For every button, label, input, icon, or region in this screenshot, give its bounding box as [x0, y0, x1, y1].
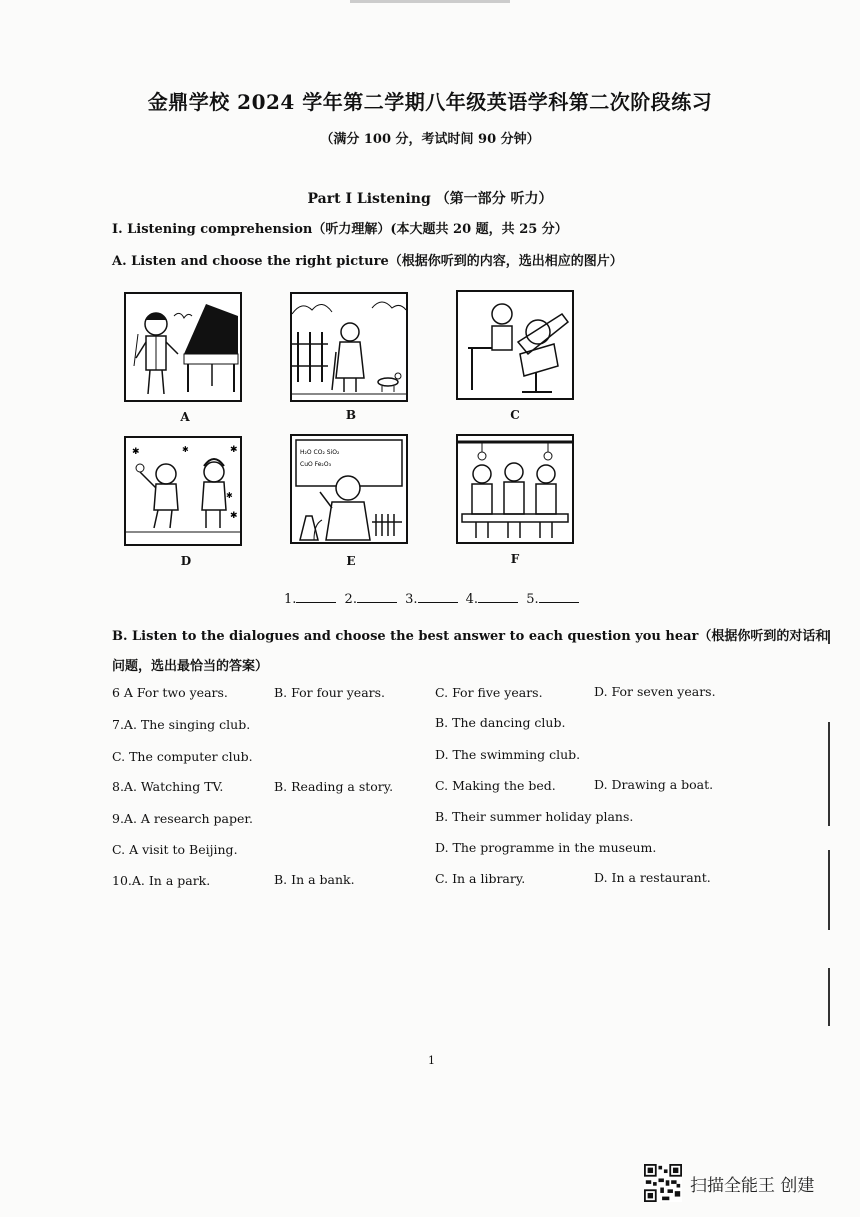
- picture-c: [456, 290, 574, 400]
- q9-option-d: D. The programme in the museum.: [435, 840, 657, 855]
- picture-e: [290, 434, 408, 544]
- scan-margin-mark: [828, 850, 830, 930]
- answer-blank-2[interactable]: [357, 602, 397, 603]
- picture-f: [456, 434, 574, 544]
- conductor-piano-icon: [126, 294, 240, 400]
- blank-label-3: 3.: [405, 592, 418, 607]
- svg-text:✱: ✱: [230, 445, 238, 455]
- scan-margin-mark: [828, 968, 830, 1026]
- picture-b: [290, 292, 408, 402]
- blank-label-4: 4.: [465, 592, 479, 607]
- section-i-heading: I. Listening comprehension（听力理解）(本大题共 20 题，共 25 分）: [112, 222, 568, 237]
- part-heading: Part I Listening （第一部分 听力）: [307, 191, 553, 207]
- page-number: 1: [428, 1054, 435, 1067]
- blank-label-2: 2.: [344, 592, 357, 607]
- picture-b-label: B: [345, 408, 357, 422]
- svg-text:✱: ✱: [226, 491, 233, 500]
- q7-option-a: 7.A. The singing club.: [112, 717, 251, 732]
- q8-option-c: C. Making the bed.: [435, 778, 556, 793]
- q6-option-a: 6 A For two years.: [112, 685, 228, 700]
- q10-option-b: B. In a bank.: [274, 872, 355, 887]
- q9-option-c: C. A visit to Beijing.: [112, 842, 238, 857]
- board-formula-row-2: CuO Fe₂O₃: [300, 461, 331, 468]
- subway-passengers-icon: [458, 436, 572, 542]
- dentist-icon: [458, 292, 572, 398]
- qr-code-icon: [644, 1164, 682, 1202]
- blank-label-1: 1.: [284, 592, 297, 607]
- section-a-heading: A. Listen and choose the right picture（根据你听到的内容，选出相应的图片）: [112, 254, 623, 269]
- scan-margin-mark: [828, 630, 830, 644]
- picture-e-label: E: [346, 554, 356, 568]
- svg-text:✱: ✱: [182, 445, 189, 454]
- svg-text:✱: ✱: [230, 511, 238, 521]
- scanner-watermark: [644, 1164, 814, 1202]
- q7-option-d: D. The swimming club.: [435, 747, 581, 762]
- q7-option-b: B. The dancing club.: [435, 715, 566, 730]
- watermark-text: 扫描全能王 创建: [690, 1175, 815, 1196]
- picture-d: [124, 436, 242, 546]
- q10-option-c: C. In a library.: [435, 871, 526, 886]
- exam-title: 金鼎学校 2024 学年第二学期八年级英语学科第二次阶段练习: [147, 90, 713, 114]
- section-b-heading: B. Listen to the dialogues and choose the best answer to each question you hear（根据你听到的对话和问题，选出最恰当的答案）: [112, 629, 829, 674]
- chemistry-teacher-icon: [292, 436, 406, 542]
- q10-option-d: D. In a restaurant.: [594, 870, 711, 885]
- board-formula-row-1: H₂O CO₂ SiO₂: [300, 449, 340, 456]
- q8-option-b: B. Reading a story.: [274, 779, 394, 794]
- answer-blank-1[interactable]: [296, 602, 336, 603]
- scan-edge-mark: [350, 0, 510, 3]
- answer-blanks: [284, 592, 583, 607]
- picture-a-label: A: [180, 410, 190, 424]
- q7-option-c: C. The computer club.: [112, 749, 253, 764]
- q9-option-a: 9.A. A research paper.: [112, 811, 253, 826]
- q6-option-b: B. For four years.: [274, 685, 386, 700]
- answer-blank-5[interactable]: [539, 602, 579, 603]
- q6-option-d: D. For seven years.: [594, 684, 716, 699]
- picture-d-label: D: [180, 554, 192, 568]
- q8-option-a: 8.A. Watching TV.: [112, 779, 224, 794]
- picture-a: [124, 292, 242, 402]
- picture-c-label: C: [510, 408, 520, 422]
- old-woman-dog-icon: [292, 294, 406, 400]
- exam-subtitle: （满分 100 分，考试时间 90 分钟）: [320, 132, 540, 147]
- answer-blank-3[interactable]: [418, 602, 458, 603]
- svg-text:✱: ✱: [132, 447, 140, 457]
- blank-label-5: 5.: [526, 592, 539, 607]
- q8-option-d: D. Drawing a boat.: [594, 777, 714, 792]
- answer-blank-4[interactable]: [478, 602, 518, 603]
- q9-option-b: B. Their summer holiday plans.: [435, 809, 634, 824]
- q6-option-c: C. For five years.: [435, 685, 543, 700]
- scan-margin-mark: [828, 722, 830, 826]
- q10-option-a: 10.A. In a park.: [112, 873, 211, 888]
- picture-f-label: F: [510, 552, 520, 566]
- snow-children-icon: [126, 438, 240, 544]
